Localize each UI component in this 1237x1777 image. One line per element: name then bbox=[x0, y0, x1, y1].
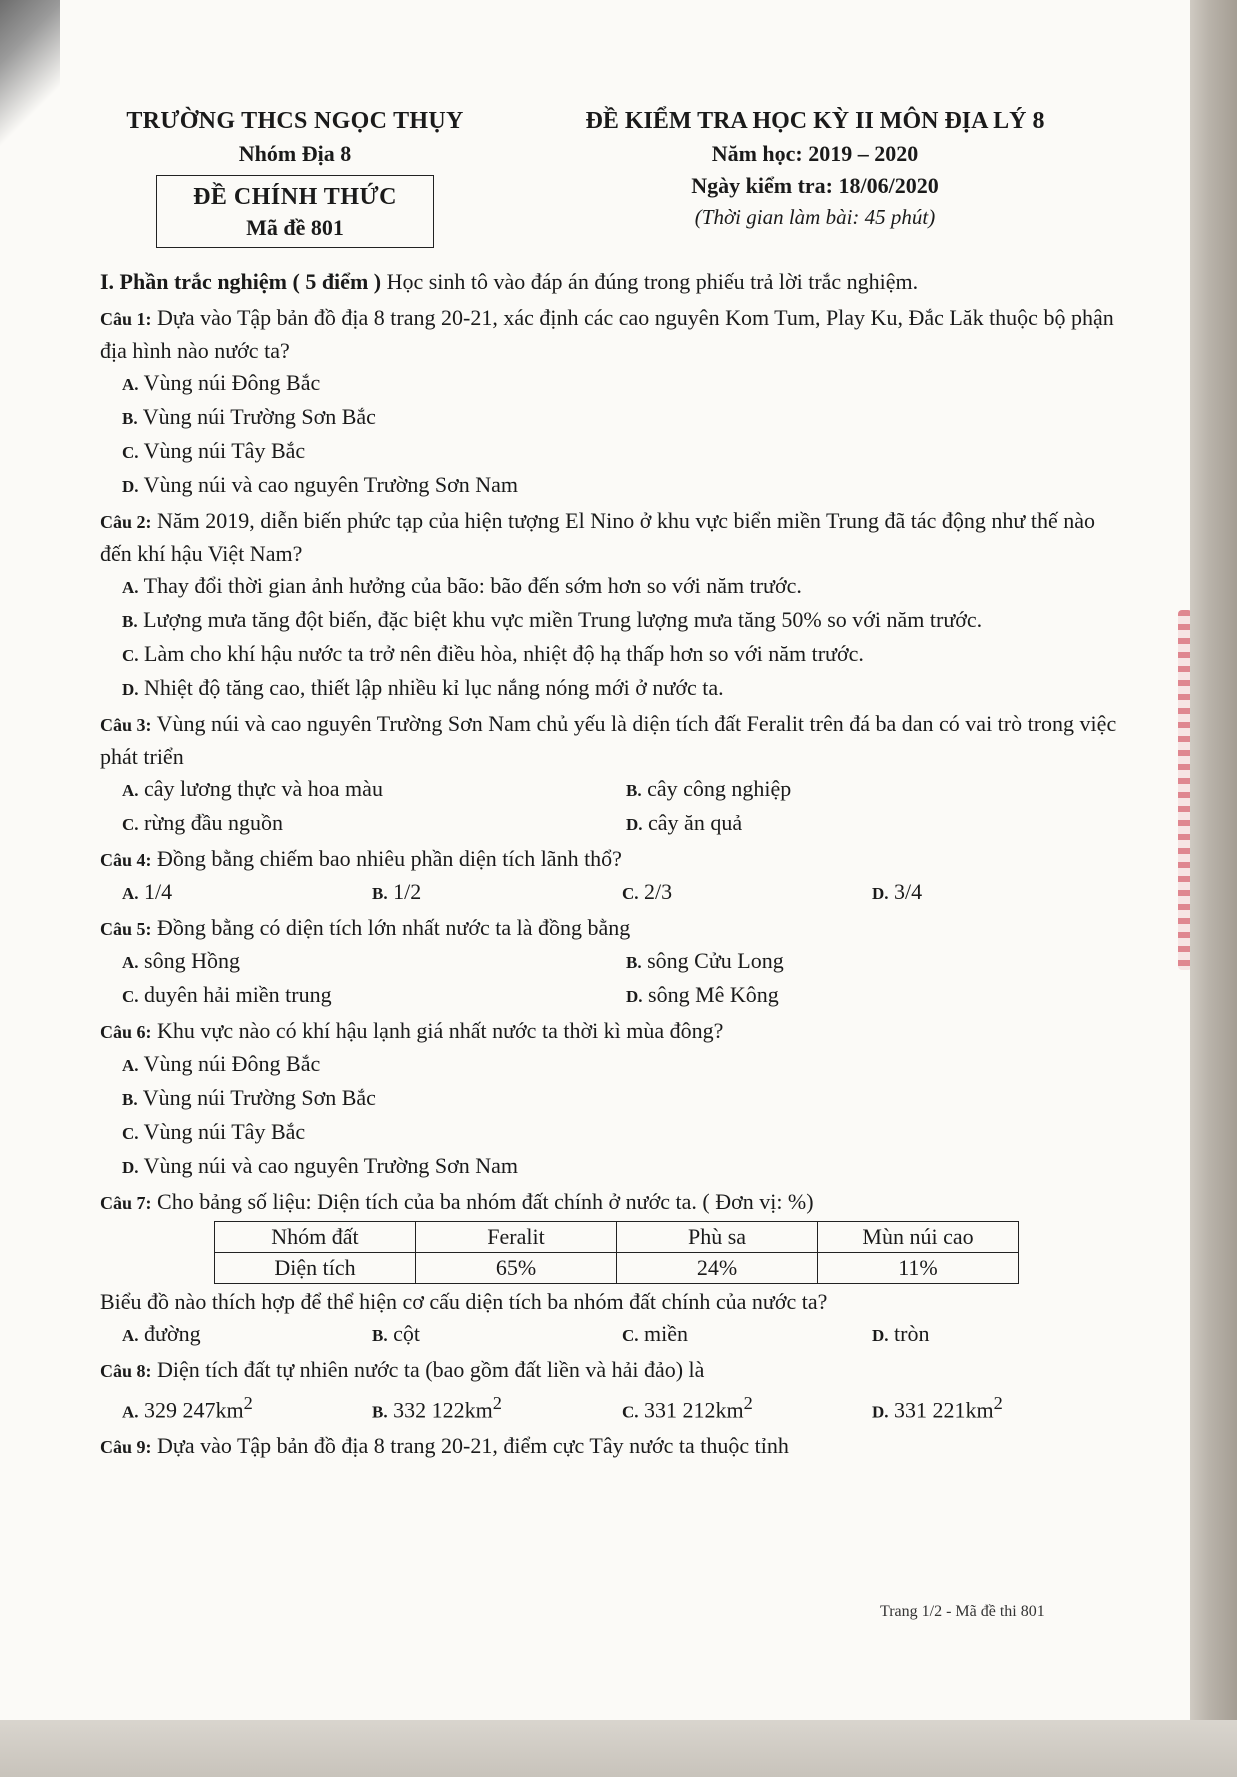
option-3c: C. rừng đầu nguồn bbox=[122, 810, 284, 835]
table-cell: 24% bbox=[617, 1253, 818, 1284]
options-3-row-2 bbox=[100, 807, 1130, 841]
scan-edge-right bbox=[1190, 0, 1237, 1777]
table-cell: Mùn núi cao bbox=[818, 1222, 1019, 1253]
scan-edge-bottom bbox=[0, 1720, 1237, 1777]
question-text: Dựa vào Tập bản đồ địa 8 trang 20-21, xác định các cao nguyên Kom Tum, Play Ku, Đắc Lăk thuộc bộ phận địa hình nào nước ta? bbox=[100, 305, 1114, 363]
question-label: Câu 2: bbox=[100, 512, 152, 532]
question-8 bbox=[100, 1354, 1130, 1387]
question-4 bbox=[100, 843, 1130, 876]
table-cell: Phù sa bbox=[617, 1222, 818, 1253]
option-6a: A. Vùng núi Đông Bắc bbox=[122, 1051, 321, 1076]
question-label: Câu 8: bbox=[100, 1361, 152, 1381]
official-box bbox=[156, 175, 434, 248]
question-text: Khu vực nào có khí hậu lạnh giá nhất nước ta thời kì mùa đông? bbox=[157, 1018, 724, 1043]
question-6 bbox=[100, 1015, 1130, 1048]
option-1b: B. Vùng núi Trường Sơn Bắc bbox=[122, 404, 376, 429]
question-text: Đồng bằng chiếm bao nhiêu phần diện tích lãnh thổ? bbox=[157, 846, 622, 871]
options-7 bbox=[100, 1318, 1130, 1352]
question-text: Năm 2019, diễn biến phức tạp của hiện tượng El Nino ở khu vực biển miền Trung đã tác động như thế nào đến khí hậu Việt Nam? bbox=[100, 508, 1095, 566]
option-8d: D. 331 $221km^2$ bbox=[872, 1393, 1003, 1423]
scan-corner-shadow bbox=[0, 0, 60, 150]
question-text: Vùng núi và cao nguyên Trường Sơn Nam chủ yếu là diện tích đất Feralit trên đá ba dan có vai trò trong việc phát triển bbox=[100, 711, 1117, 769]
option-7b: B. cột bbox=[372, 1321, 420, 1346]
question-text: Diện tích đất tự nhiên nước ta (bao gồm đất liền và hải đảo) là bbox=[157, 1357, 705, 1382]
exam-code: Mã đề 801 bbox=[246, 215, 344, 240]
question-label: Câu 6: bbox=[100, 1022, 152, 1042]
option-6b: B. Vùng núi Trường Sơn Bắc bbox=[122, 1085, 376, 1110]
header-left bbox=[100, 108, 490, 248]
question-1 bbox=[100, 302, 1130, 367]
option-3b: B. cây công nghiệp bbox=[626, 776, 792, 801]
option-5b: B. sông Cửu Long bbox=[626, 948, 784, 973]
question-5 bbox=[100, 912, 1130, 945]
option-4b: B. 1/2 bbox=[372, 879, 422, 904]
option-8b: B. 332 $122km^2$ bbox=[372, 1393, 502, 1423]
option-3d: D. cây ăn quả bbox=[626, 810, 743, 835]
exam-date: Ngày kiểm tra: 18/06/2020 bbox=[691, 173, 939, 198]
options-8 bbox=[100, 1387, 1130, 1428]
question-label: Câu 1: bbox=[100, 309, 152, 329]
option-5a: A. sông Hồng bbox=[122, 948, 240, 973]
school-year: Năm học: 2019 – 2020 bbox=[711, 141, 919, 166]
options-5-row-2 bbox=[100, 979, 1130, 1013]
option-2d: D. Nhiệt độ tăng cao, thiết lập nhiều kỉ lục nắng nóng mới ở nước ta. bbox=[122, 675, 724, 700]
table-row bbox=[215, 1253, 1019, 1284]
option-8c: C. 331 $212km^2$ bbox=[622, 1393, 753, 1423]
official-label: ĐỀ CHÍNH THỨC bbox=[193, 184, 397, 210]
table-cell: Nhóm đất bbox=[215, 1222, 416, 1253]
page-footer: Trang 1/2 - Mã đề thi 801 bbox=[880, 1603, 1045, 1620]
option-4a: A. 1/4 bbox=[122, 879, 173, 904]
school-name: TRƯỜNG THCS NGỌC THỤY bbox=[126, 108, 464, 134]
question-label: Câu 5: bbox=[100, 919, 152, 939]
option-1c: C. Vùng núi Tây Bắc bbox=[122, 438, 306, 463]
option-2a: A. Thay đổi thời gian ảnh hưởng của bão: bão đến sớm hơn so với năm trước. bbox=[122, 573, 802, 598]
question-text: Đồng bằng có diện tích lớn nhất nước ta là đồng bằng bbox=[157, 915, 631, 940]
exam-title: ĐỀ KIỂM TRA HỌC KỲ II MÔN ĐỊA LÝ 8 bbox=[585, 108, 1045, 134]
soil-area-table bbox=[214, 1221, 1019, 1284]
question-text: Cho bảng số liệu: Diện tích của ba nhóm đất chính ở nước ta. ( Đơn vị: %) bbox=[157, 1189, 814, 1214]
question-7-prompt: Biểu đồ nào thích hợp để thể hiện cơ cấu diện tích ba nhóm đất chính của nước ta? bbox=[100, 1289, 828, 1314]
option-1d: D. Vùng núi và cao nguyên Trường Sơn Nam bbox=[122, 472, 518, 497]
question-label: Câu 7: bbox=[100, 1193, 152, 1213]
question-3 bbox=[100, 708, 1130, 773]
table-cell: Feralit bbox=[416, 1222, 617, 1253]
question-label: Câu 3: bbox=[100, 715, 152, 735]
option-6d: D. Vùng núi và cao nguyên Trường Sơn Nam bbox=[122, 1153, 518, 1178]
option-4d: D. 3/4 bbox=[872, 879, 923, 904]
option-2b: B. Lượng mưa tăng đột biến, đặc biệt khu vực miền Trung lượng mưa tăng 50% so với năm trước. bbox=[122, 607, 983, 632]
table-cell: Diện tích bbox=[215, 1253, 416, 1284]
header-right bbox=[535, 108, 1095, 230]
exam-duration: (Thời gian làm bài: 45 phút) bbox=[694, 205, 936, 229]
exam-content bbox=[100, 266, 1130, 1463]
option-6c: C. Vùng núi Tây Bắc bbox=[122, 1119, 306, 1144]
question-label: Câu 4: bbox=[100, 850, 152, 870]
option-5d: D. sông Mê Kông bbox=[626, 982, 779, 1007]
options-4 bbox=[100, 876, 1130, 910]
option-2c: C. Làm cho khí hậu nước ta trở nên điều hòa, nhiệt độ hạ thấp hơn so với năm trước. bbox=[122, 641, 864, 666]
question-7 bbox=[100, 1186, 1130, 1219]
option-8a: A. 329 $247km^2$ bbox=[122, 1393, 253, 1423]
options-3-row-1 bbox=[100, 773, 1130, 807]
question-label: Câu 9: bbox=[100, 1437, 152, 1458]
part-1-title: I. Phần trắc nghiệm ( 5 điểm ) bbox=[100, 269, 382, 294]
option-4c: C. 2/3 bbox=[622, 879, 673, 904]
part-1-instruction: Học sinh tô vào đáp án đúng trong phiếu trả lời trắc nghiệm. bbox=[386, 269, 919, 294]
option-7d: D. tròn bbox=[872, 1321, 930, 1346]
part-1-heading bbox=[100, 266, 1130, 298]
option-7c: C. miền bbox=[622, 1321, 689, 1346]
subject-group: Nhóm Địa 8 bbox=[238, 141, 352, 166]
option-3a: A. cây lương thực và hoa màu bbox=[122, 776, 383, 801]
question-text: Dựa vào Tập bản đồ địa 8 trang 20-21, điểm cực Tây nước ta thuộc tỉnh bbox=[157, 1433, 789, 1459]
question-9 bbox=[100, 1430, 1130, 1463]
table-cell: 65% bbox=[416, 1253, 617, 1284]
table-cell: 11% bbox=[818, 1253, 1019, 1284]
options-5-row-1 bbox=[100, 945, 1130, 979]
option-7a: A. đường bbox=[122, 1321, 201, 1346]
option-5c: C. duyên hải miền trung bbox=[122, 982, 332, 1007]
option-1a: A. Vùng núi Đông Bắc bbox=[122, 370, 321, 395]
table-header-row bbox=[215, 1222, 1019, 1253]
question-2 bbox=[100, 505, 1130, 570]
